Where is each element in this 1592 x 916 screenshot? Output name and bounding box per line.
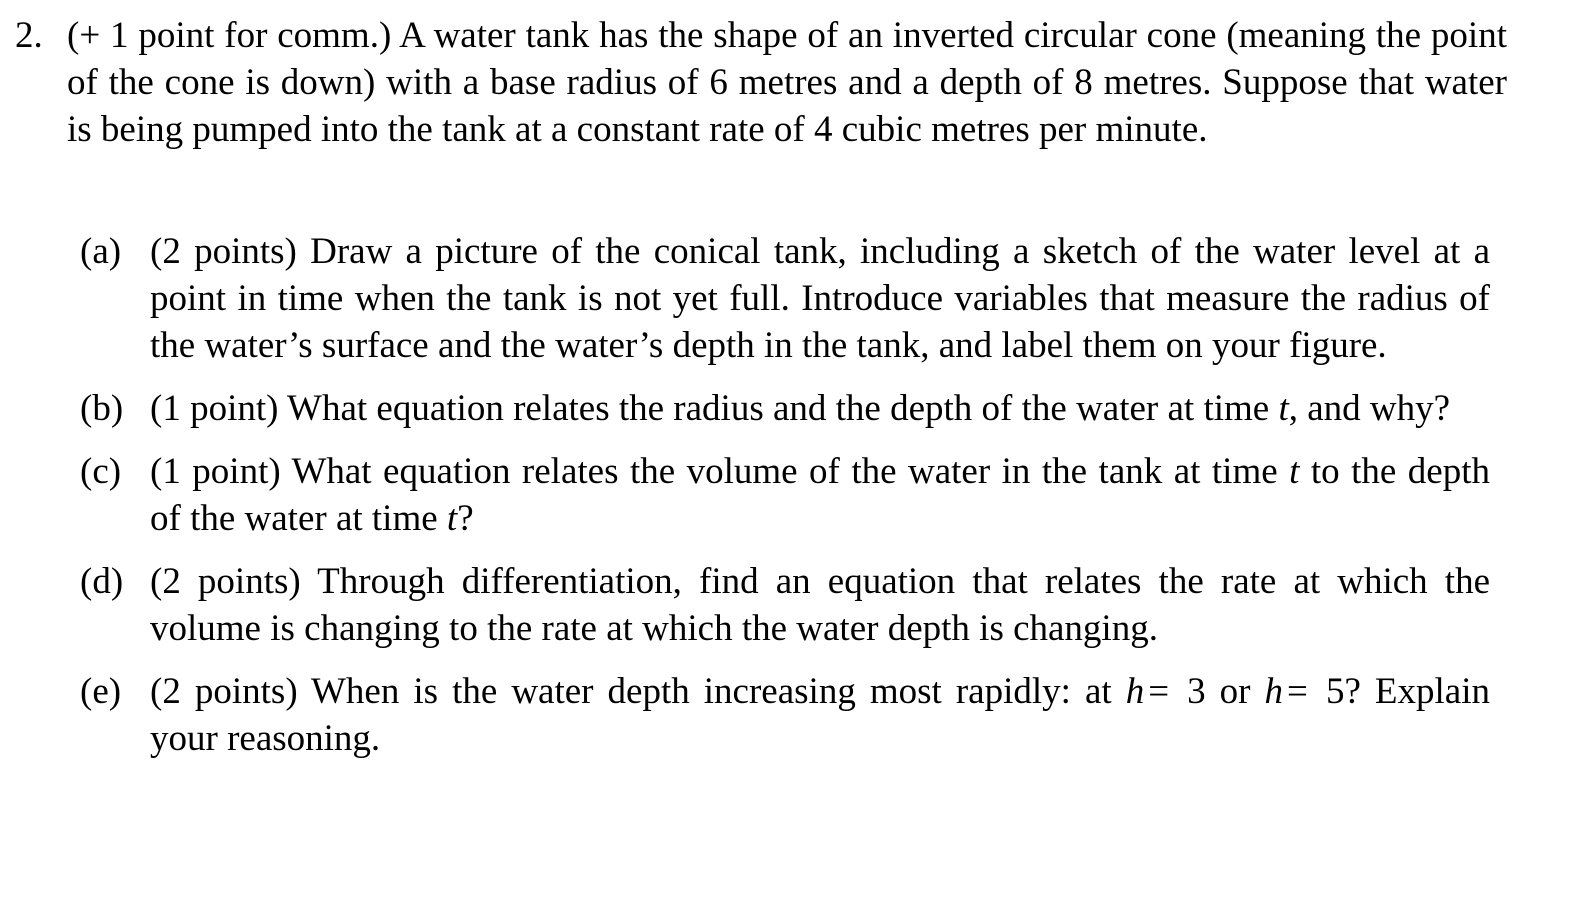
math-variable: h: [1125, 671, 1145, 712]
equals-sign: =: [1287, 671, 1308, 712]
text-segment: 3 or: [1173, 671, 1265, 712]
text-segment: ?: [457, 498, 474, 539]
text-segment: to the depth of the water at time: [150, 451, 1490, 539]
part-text: (2 points) Through differentiation, find an equation that relates the rate at which the volume is changing to the rate at which the water depth is changing.: [150, 561, 1490, 649]
part-text: [150, 668, 1490, 762]
part-b: [80, 385, 1515, 432]
problem-statement: (+ 1 point for comm.) A water tank has the shape of an inverted circular cone (meaning the point of the cone is down) with a base radius of 6 metres and a depth of 8 metres. Suppose that water is being pumped into the tank at a constant rate of 4 cubic metres per minute.: [67, 15, 1507, 150]
text-segment: 5? Explain your reasoning.: [150, 671, 1490, 759]
part-label: (d): [80, 561, 124, 602]
math-variable: t: [446, 498, 458, 539]
part-text: [150, 448, 1490, 542]
part-e: [80, 668, 1515, 762]
part-c: [80, 448, 1515, 542]
part-label: (b): [80, 388, 124, 429]
part-label: (a): [80, 231, 122, 272]
part-text: (2 points) Draw a picture of the conical tank, including a sketch of the water level at a point in time when the tank is not yet full. Introduce variables that measure the radius of the water’s surface and the water’s depth in the tank, and label them on your figure.: [150, 231, 1490, 366]
math-variable: t: [1278, 388, 1289, 429]
math-variable: h: [1264, 671, 1284, 712]
problem-parts: [80, 228, 1515, 778]
text-segment: (1 point) What equation relates the volume of the water in the tank at time: [150, 451, 1290, 492]
part-text: [150, 385, 1490, 432]
part-label: (e): [80, 671, 122, 712]
part-label: (c): [80, 451, 122, 492]
text-segment: , and why?: [1288, 388, 1451, 429]
equals-sign: =: [1148, 671, 1170, 712]
problem-number: 2.: [15, 15, 43, 56]
part-d: [80, 558, 1515, 652]
math-variable: t: [1289, 451, 1300, 492]
text-segment: (2 points) When is the water depth increasing most rapidly: at: [150, 671, 1126, 712]
part-a: [80, 228, 1515, 369]
text-segment: (1 point) What equation relates the radius and the depth of the water at time: [150, 388, 1279, 429]
